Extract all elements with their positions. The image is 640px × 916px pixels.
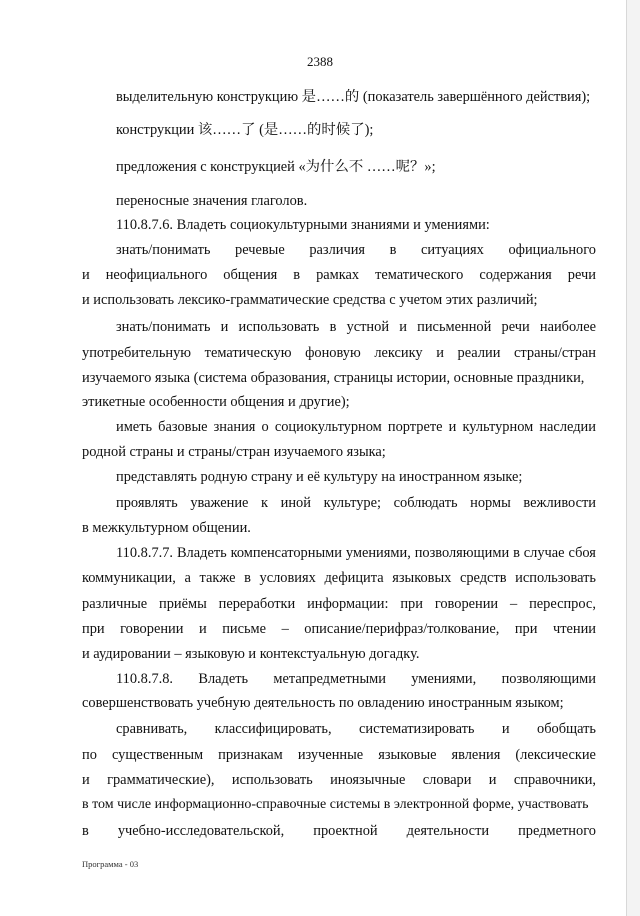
text-line: выделительную конструкцию 是……的 (показатель завершённого действия); (116, 89, 591, 105)
text-line: знать/понимать речевые различия в ситуациях официального (116, 242, 596, 258)
text-line: предложения с конструкцией «为什么不 ……呢？»; (116, 159, 436, 175)
text-line: представлять родную страну и её культуру на иностранном языке; (116, 469, 523, 485)
text-line: употребительную тематическую фоновую лексику и реалии страны/стран (82, 345, 596, 361)
text-line: конструкции 该……了 (是……的时候了); (116, 122, 374, 138)
scan-edge (626, 0, 640, 916)
text-line: 110.8.7.7. Владеть компенсаторными умениями, позволяющими в случае сбоя (116, 545, 596, 561)
text-line: в том числе информационно-справочные системы в электронной форме, участвовать (82, 797, 589, 812)
text-line: родной страны и страны/стран изучаемого языка; (82, 444, 386, 460)
text-line: совершенствовать учебную деятельность по овладению иностранным языком; (82, 695, 564, 711)
text-line: 110.8.7.6. Владеть социокультурными знаниями и умениями: (116, 217, 490, 233)
text-line: этикетные особенности общения и другие); (82, 394, 350, 410)
footer-program-label: Программа - 03 (82, 859, 139, 869)
text-line: и использовать лексико-грамматические средства с учетом этих различий; (82, 292, 538, 308)
text-line: при говорении и письме – описание/перифраз/толкование, при чтении (82, 621, 596, 637)
text-line: 110.8.7.8. Владеть метапредметными умениями, позволяющими (116, 671, 596, 687)
text-line: изучаемого языка (система образования, страницы истории, основные праздники, (82, 370, 585, 386)
text-line: в межкультурном общении. (82, 520, 251, 536)
text-line: переносные значения глаголов. (116, 193, 308, 209)
text-line: проявлять уважение к иной культуре; соблюдать нормы вежливости (116, 495, 596, 511)
text-line: по существенным признакам изученные языковые явления (лексические (82, 747, 596, 763)
text-line: знать/понимать и использовать в устной и письменной речи наиболее (116, 319, 596, 335)
text-line: и аудировании – языковую и контекстуальную догадку. (82, 646, 420, 662)
text-line: и грамматические), использовать иноязычные словари и справочники, (82, 772, 596, 788)
text-line: различные приёмы переработки информации: при говорении – переспрос, (82, 596, 596, 612)
text-line: коммуникации, а также в условиях дефицита языковых средств использовать (82, 570, 596, 586)
text-line: в учебно-исследовательской, проектной деятельности предметного (82, 823, 596, 839)
text-line: и неофициального общения в рамках тематического содержания речи (82, 267, 596, 283)
text-line: сравнивать, классифицировать, систематизировать и обобщать (116, 721, 596, 737)
text-line: иметь базовые знания о социокультурном портрете и культурном наследии (116, 419, 596, 435)
page-number: 2388 (307, 54, 333, 69)
